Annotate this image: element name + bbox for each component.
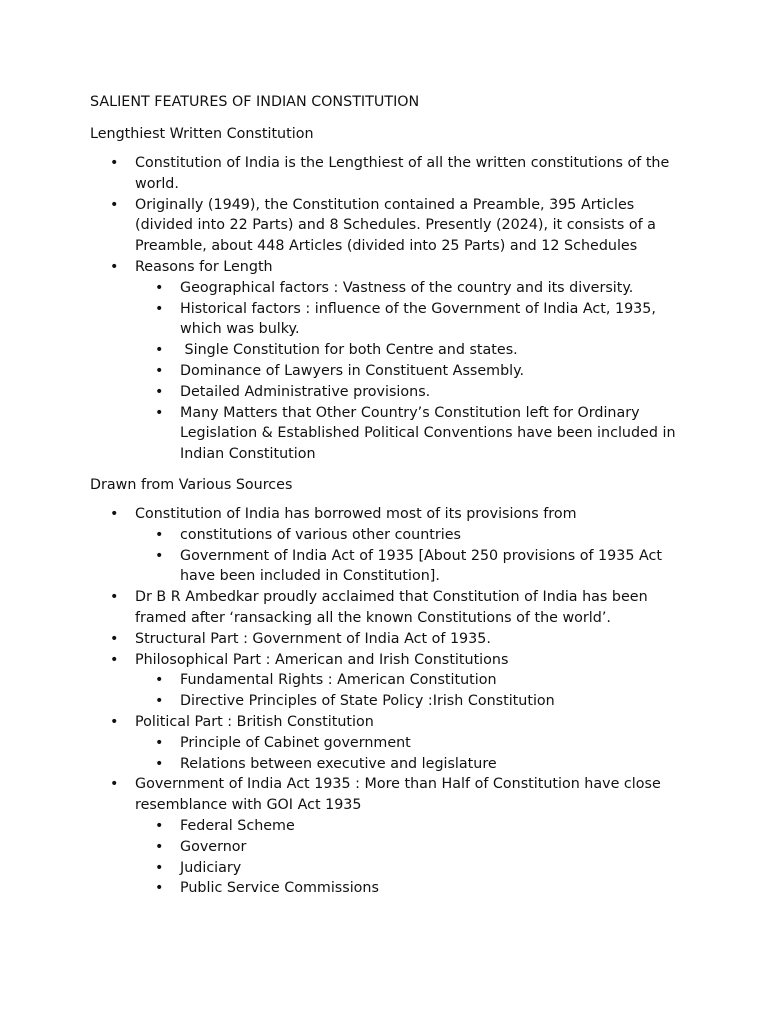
list-item: • Dr B R Ambedkar proudly acclaimed that Constitution of India has been framed after ‘ransacking all the known Constitutions of the world’.	[90, 587, 690, 629]
list-item	[90, 774, 690, 899]
sub-list-item: • Judiciary	[135, 858, 690, 879]
list-item-text: Reasons for Length	[135, 258, 273, 275]
sub-list-item: • constitutions of various other countries	[135, 525, 690, 546]
list-item: • Constitution of India is the Lengthiest of all the written constitutions of the world.	[90, 153, 690, 195]
sub-list-item: • Dominance of Lawyers in Constituent Assembly.	[135, 361, 690, 382]
sub-bullet-list	[135, 816, 690, 899]
sub-bullet-list	[135, 733, 690, 775]
sub-list-item: • Geographical factors : Vastness of the country and its diversity.	[135, 278, 690, 299]
sub-list-item: • Many Matters that Other Country’s Constitution left for Ordinary Legislation & Established Political Conventions have been included in Indian Constitution	[135, 403, 690, 465]
section-heading: Lengthiest Written Constitution	[90, 126, 314, 142]
document-title: SALIENT FEATURES OF INDIAN CONSTITUTION	[90, 94, 420, 110]
sub-list-item: • Federal Scheme	[135, 816, 690, 837]
sub-list-item: • Single Constitution for both Centre and states.	[135, 340, 690, 361]
sub-bullet-list	[135, 278, 690, 465]
sub-list-item: • Government of India Act of 1935 [About 250 provisions of 1935 Act have been included in Constitution].	[135, 546, 690, 588]
list-item	[90, 504, 690, 587]
list-item-text: Constitution of India has borrowed most of its provisions from	[135, 505, 577, 522]
bullet-list	[90, 504, 690, 899]
list-item: • Originally (1949), the Constitution contained a Preamble, 395 Articles (divided into 22 Parts) and 8 Schedules. Presently (2024), it consists of a Preamble, about 448 Articles (divided into 25 Parts) and 12 Schedules	[90, 195, 690, 257]
sub-list-item: • Detailed Administrative provisions.	[135, 382, 690, 403]
list-item	[90, 650, 690, 712]
sub-list-item: • Public Service Commissions	[135, 878, 690, 899]
document-body	[90, 92, 690, 909]
sub-bullet-list	[135, 670, 690, 712]
sub-list-item: • Governor	[135, 837, 690, 858]
list-item	[90, 712, 690, 774]
list-item-text: Philosophical Part : American and Irish Constitutions	[135, 651, 509, 668]
sub-list-item: • Historical factors : influence of the Government of India Act, 1935, which was bulky.	[135, 299, 690, 341]
sub-list-item: • Fundamental Rights : American Constitution	[135, 670, 690, 691]
sub-list-item: • Relations between executive and legislature	[135, 754, 690, 775]
sub-list-item: • Principle of Cabinet government	[135, 733, 690, 754]
bullet-list	[90, 153, 690, 465]
sub-bullet-list	[135, 525, 690, 587]
list-item: • Structural Part : Government of India Act of 1935.	[90, 629, 690, 650]
list-item	[90, 257, 690, 465]
list-item-text: Government of India Act 1935 : More than Half of Constitution have close resemblance with GOI Act 1935	[135, 776, 661, 814]
section-heading: Drawn from Various Sources	[90, 476, 293, 493]
list-item-text: Political Part : British Constitution	[135, 713, 374, 730]
sub-list-item: • Directive Principles of State Policy :Irish Constitution	[135, 691, 690, 712]
